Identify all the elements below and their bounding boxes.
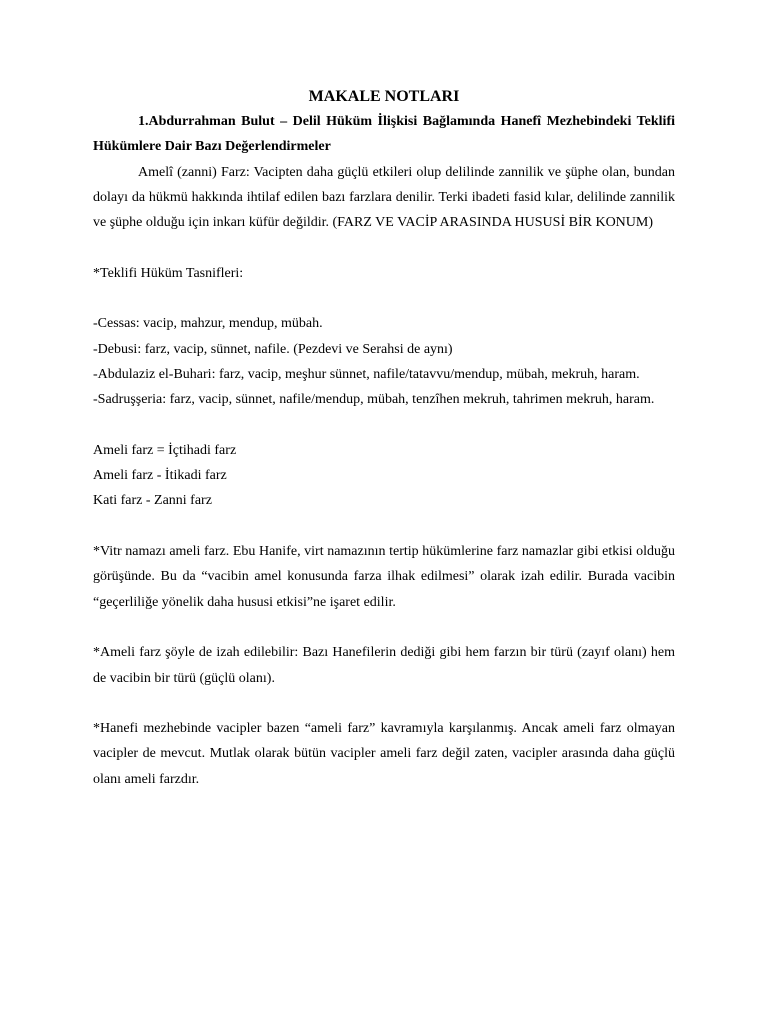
list-item-buhari: -Abdulaziz el-Buhari: farz, vacip, meşhur sünnet, nafile/tatavvu/mendup, mübah, mekruh, haram. xyxy=(93,366,640,382)
article-heading: 1.Abdurrahman Bulut – Delil Hüküm İlişkisi Bağlamında Hanefî Mezhebindeki Teklifi Hükümlere Dair Bazı Değerlendirmeler xyxy=(93,114,675,155)
spacer xyxy=(93,413,675,438)
spacer xyxy=(93,286,675,311)
ameli-farz-definition: Amelî (zanni) Farz: Vacipten daha güçlü etkileri olup delilinde zannilik ve şüphe olan, bundan dolayı da hükmü hakkında ihtilaf edilen bazı farzlara denilir. Terki ibadeti fasid kılar, delilinde zannilik ve şüphe olduğu için inkarı küfür değildir. (FARZ VE VACİP ARASINDA HUSUSİ BİR KONUM) xyxy=(93,164,675,231)
spacer xyxy=(93,691,675,716)
spacer xyxy=(93,615,675,640)
izah-paragraph: *Ameli farz şöyle de izah edilebilir: Bazı Hanefilerin dediği gibi hem farzın bir türü (zayıf olanı) hem de vacibin bir türü (güçlü olanı). xyxy=(93,645,675,686)
equation-line-3: Kati farz - Zanni farz xyxy=(93,493,212,509)
list-item-cessas: -Cessas: vacip, mahzur, mendup, mübah. xyxy=(93,316,323,332)
spacer xyxy=(93,514,675,539)
list-item-sadrusseria: -Sadruşşeria: farz, vacip, sünnet, nafile/mendup, mübah, tenzîhen mekruh, tahrimen mekruh, haram. xyxy=(93,392,655,408)
document-page xyxy=(93,84,675,792)
vitr-paragraph: *Vitr namazı ameli farz. Ebu Hanife, virt namazının tertip hükümlerine farz namazlar gibi etkisi olduğu görüşünde. Bu da “vacibin amel konusunda farza ilhak edilmesi” olarak izah edilir. Burada vacibin “geçerliliğe yönelik daha hususi etkisi”ne işaret edilir. xyxy=(93,544,675,610)
equation-line-1: Ameli farz = İçtihadi farz xyxy=(93,442,237,458)
tasnif-heading: *Teklifi Hüküm Tasnifleri: xyxy=(93,265,244,281)
hanefi-paragraph: *Hanefi mezhebinde vacipler bazen “ameli farz” kavramıyla karşılanmış. Ancak ameli farz olmayan vacipler de mevcut. Mutlak olarak bütün vacipler ameli farz değil zaten, vacipler arasında daha güçlü olanı ameli farzdır. xyxy=(93,721,675,787)
spacer xyxy=(93,235,675,260)
page-title: MAKALE NOTLARI xyxy=(308,88,460,105)
equation-line-2: Ameli farz - İtikadi farz xyxy=(93,468,227,484)
list-item-debusi: -Debusi: farz, vacip, sünnet, nafile. (Pezdevi ve Serahsi de aynı) xyxy=(93,341,453,357)
